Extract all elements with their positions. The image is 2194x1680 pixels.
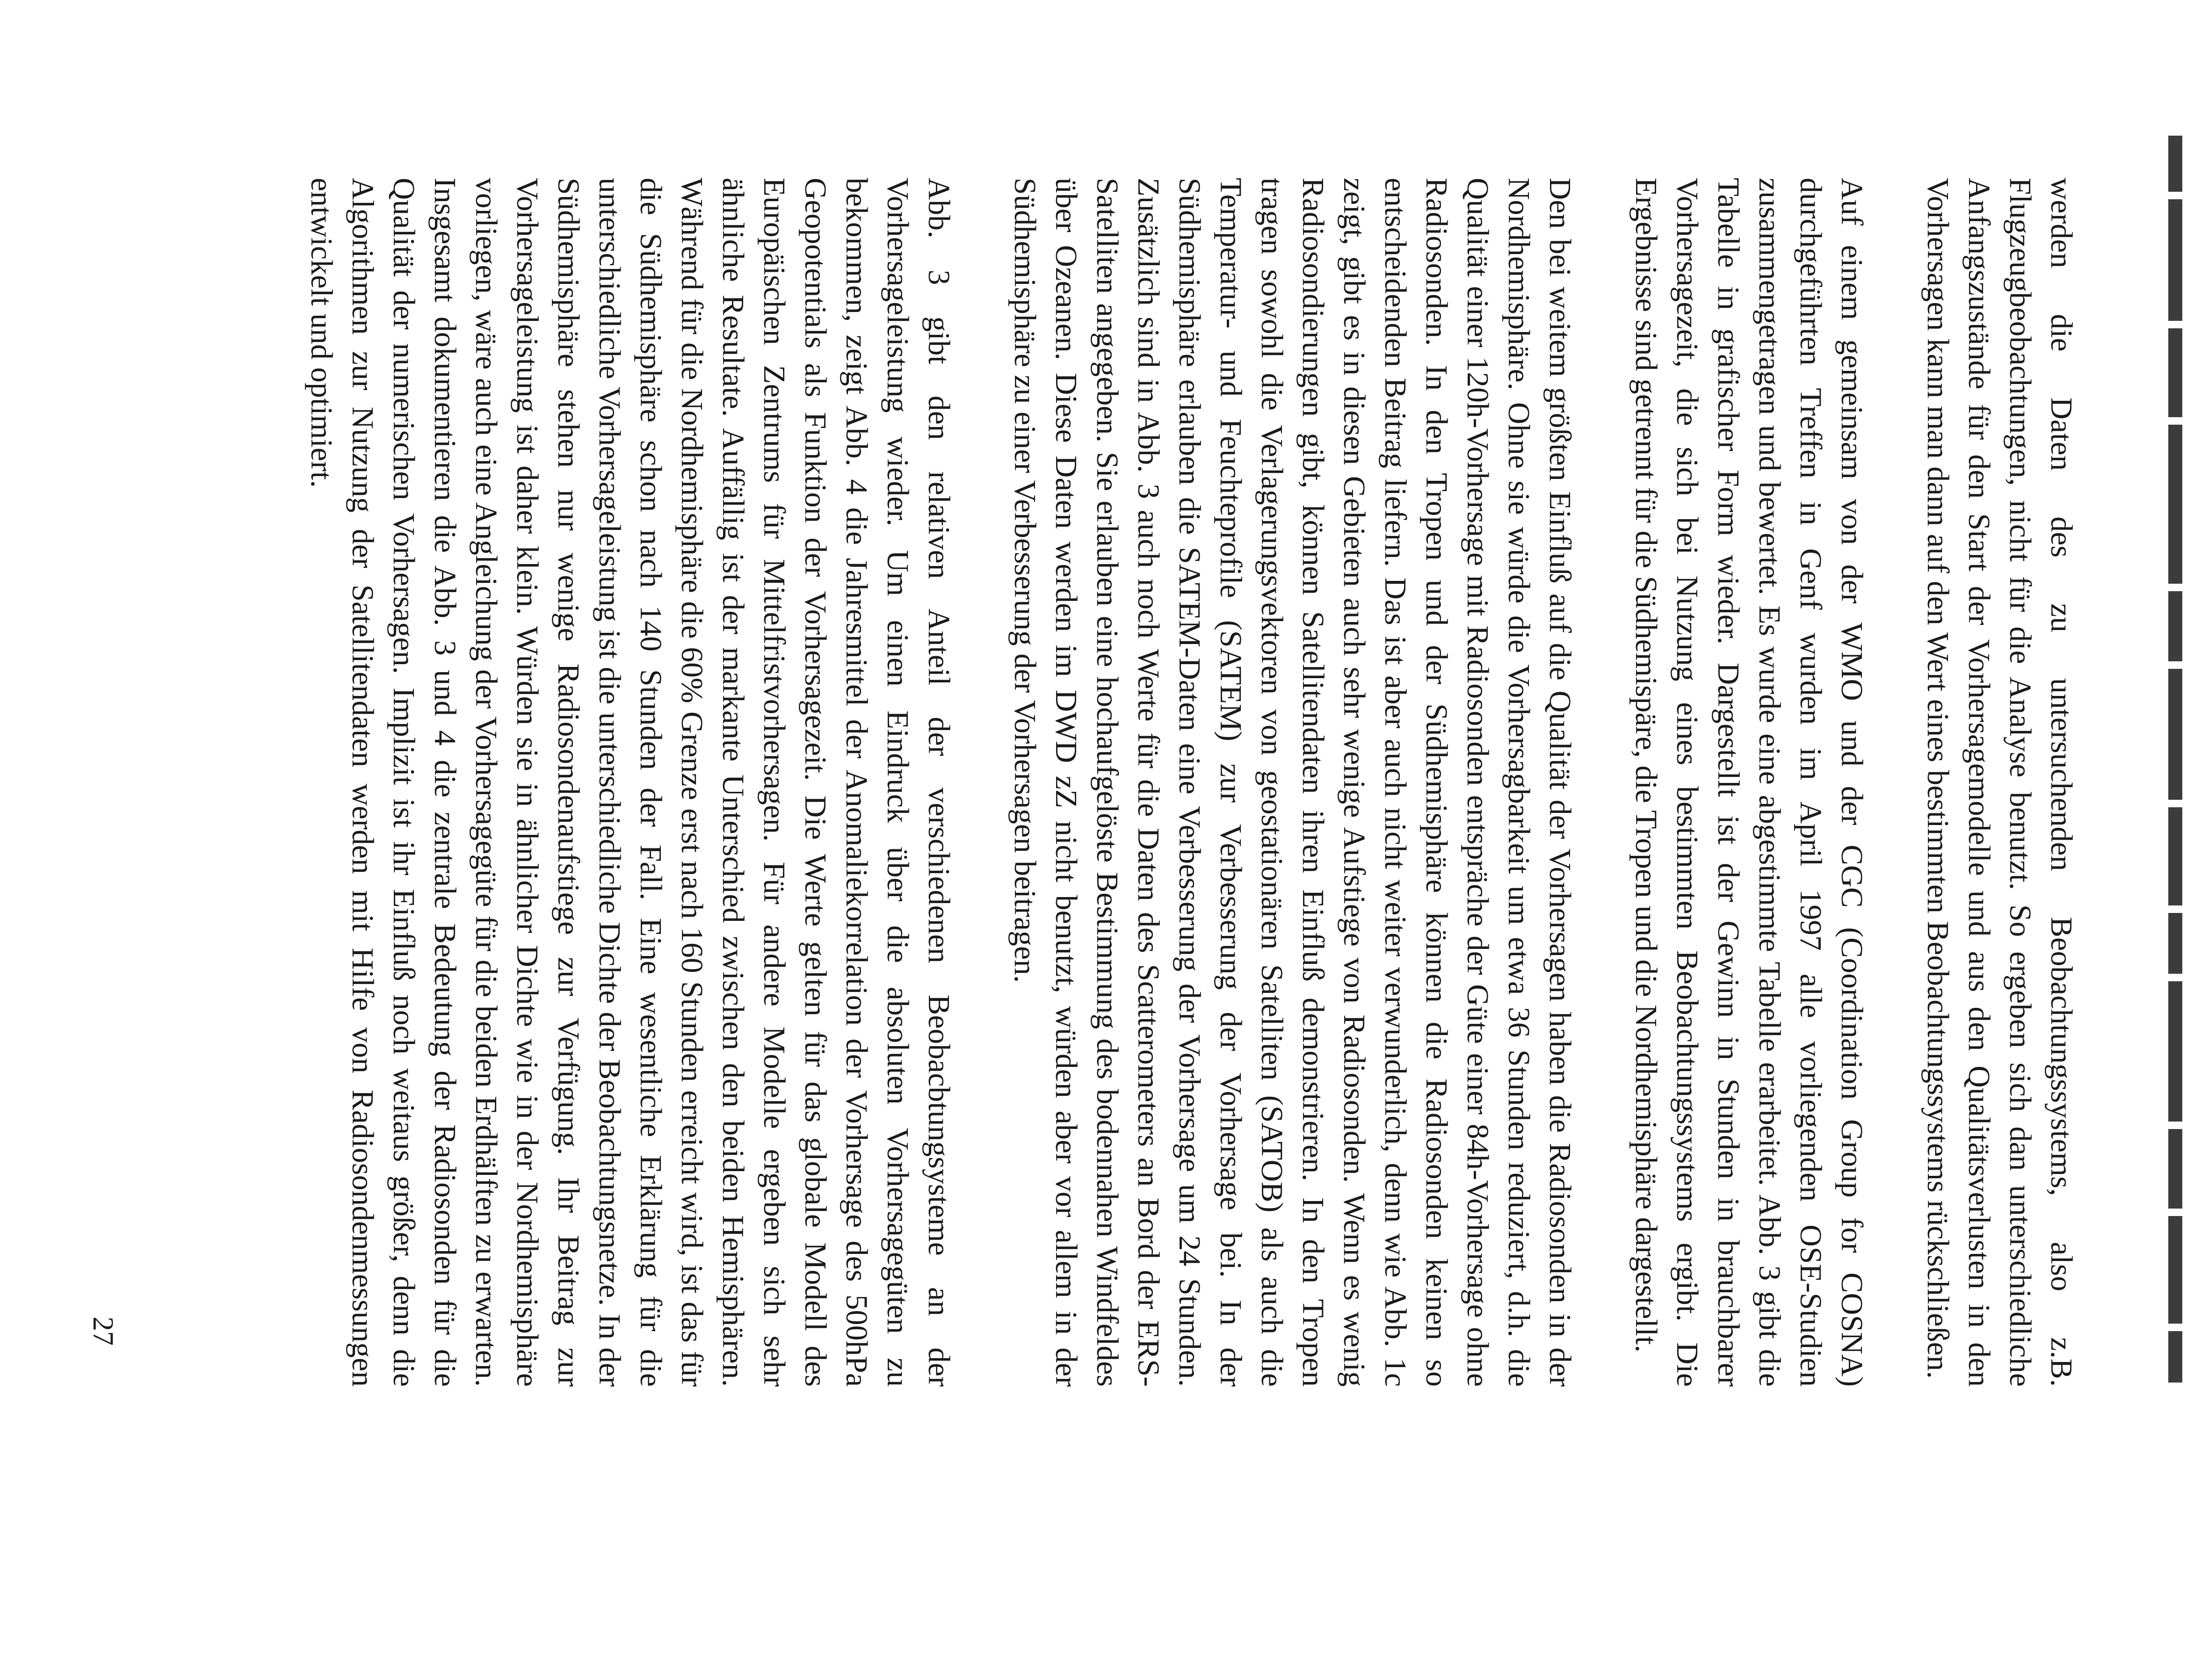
cut-off-previous-line <box>2157 0 2194 1680</box>
paragraph: Den bei weitem größten Einfluß auf die Qualität der Vorhersagen haben die Radiosonden in der Nordhemisphäre. Ohne sie würde die Vorhersagbarkeit um etwa 36 Stunden reduziert, d.h. die Qualität einer 120h-Vorhersage mit Radiosonden entspräche der Güte einer 84h-Vorhersage ohne Radiosonden. In den Tropen und der Südhemisphäre können die Radiosonden keinen so entscheidenden Beitrag liefern. Das ist aber auch nicht weiter verwunderlich, denn wie Abb. 1c zeigt, gibt es in diesen Gebieten auch sehr wenige Aufstiege von Radiosonden. Wenn es wenig Radiosondierungen gibt, können Satellitendaten ihren Einfluß demonstrieren. In den Tropen tragen sowohl die Verlagerungsvektoren von geostationären Satelliten (SATOB) als auch die Temperatur- und Feuchteprofile (SATEM) zur Verbesserung der Vorhersage bei. In der Südhemisphäre erlauben die SATEM-Daten eine Verbesserung der Vorhersage um 24 Stunden. Zusätzlich sind in Abb. 3 auch noch Werte für die Daten des Scatterometers an Bord der ERS-Satelliten angegeben. Sie erlauben eine hochaufgelöste Bestimmung des bodennahen Windfeldes über Ozeanen. Diese Daten werden im DWD zZ nicht benutzt, würden aber vor allem in der Südhemisphäre zu einer Verbesserung der Vorhersagen beitragen. <box>1008 178 1577 1387</box>
paragraph: Abb. 3 gibt den relativen Anteil der verschiedenen Beobacbtungsysteme an der Vorhersageleistung wieder. Um einen Eindruck über die absoluten Vorhersagegüten zu bekommen, zeigt Abb. 4 die Jahresmittel der Anomaliekorrelation der Vorhersage des 500hPa Geopotentials als Funktion der Vorhersagezeit. Die Werte gelten für das globale Modell des Europäischen Zentrums für Mittelfristvorhersagen. Für andere Modelle ergeben sich sehr ähnliche Resultate. Auffällig ist der markante Unterschied zwischen den beiden Hemisphären. Während für die Nordhemisphäre die 60% Grenze erst nach 160 Stunden erreicht wird, ist das für die Südhemisphäre schon nach 140 Stunden der Fall. Eine wesentliche Erklärung für die unterschiedliche Vorhersageleistung ist die unterschiedliche Dichte der Beobachtungsnetze. In der Südhemisphäre stehen nur wenige Radiosondenaufstiege zur Verfügung. Ihr Beitrag zur Vorhersageleistung ist daher klein. Würden sie in ähnlicher Dichte wie in der Nordhemisphäre vorliegen, wäre auch eine Angleichung der Vorhersagegüte für die beiden Erdhälften zu erwarten. Insgesamt dokumentieren die Abb. 3 und 4 die zentrale Bedeutung der Radiosonden für die Qualität der numerischen Vorhersagen. Implizit ist ihr Einfluß noch weitaus größer, denn die Algorithmen zur Nutzung der Satellitendaten werden mit Hilfe von Radiosondenmessungen entwickelt und optimiert. <box>304 178 956 1387</box>
body-text <box>256 178 2082 1387</box>
paragraph: werden die Daten des zu untersuchenden Beobachtungssystems, also z.B. Flugzeugbeobachtungen, nicht für die Analyse benutzt. So ergeben sich dan unterschiedliche Anfangszustände für den Start der Vorhersagemodelle und aus den Qualitätsverlusten in den Vorhersagen kann man dann auf den Wert eines bestimmten Beobachtungssystems rückschließen. <box>1921 178 2078 1387</box>
page-number: 27 <box>87 1317 119 1346</box>
paragraph: Auf einem gemeinsam von der WMO und der CGC (Coordination Group for COSNA) durchgeführten Treffen in Genf wurden im April 1997 alle vorliegenden OSE-Studien zusammengetragen und bewertet. Es wurde eine abgestimmte Tabelle erarbeitet. Abb. 3 gibt die Tabelle in grafischer Form wieder. Dargestellt ist der Gewinn in Stunden in brauchbarer Vorhersagezeit, die sich bei Nutzung eines bestimmten Beobachtungssystems ergibt. Die Ergebnisse sind getrennt für die Südhemispäre, die Tropen und die Nordhemisphäre dargestellt. <box>1629 178 1868 1387</box>
